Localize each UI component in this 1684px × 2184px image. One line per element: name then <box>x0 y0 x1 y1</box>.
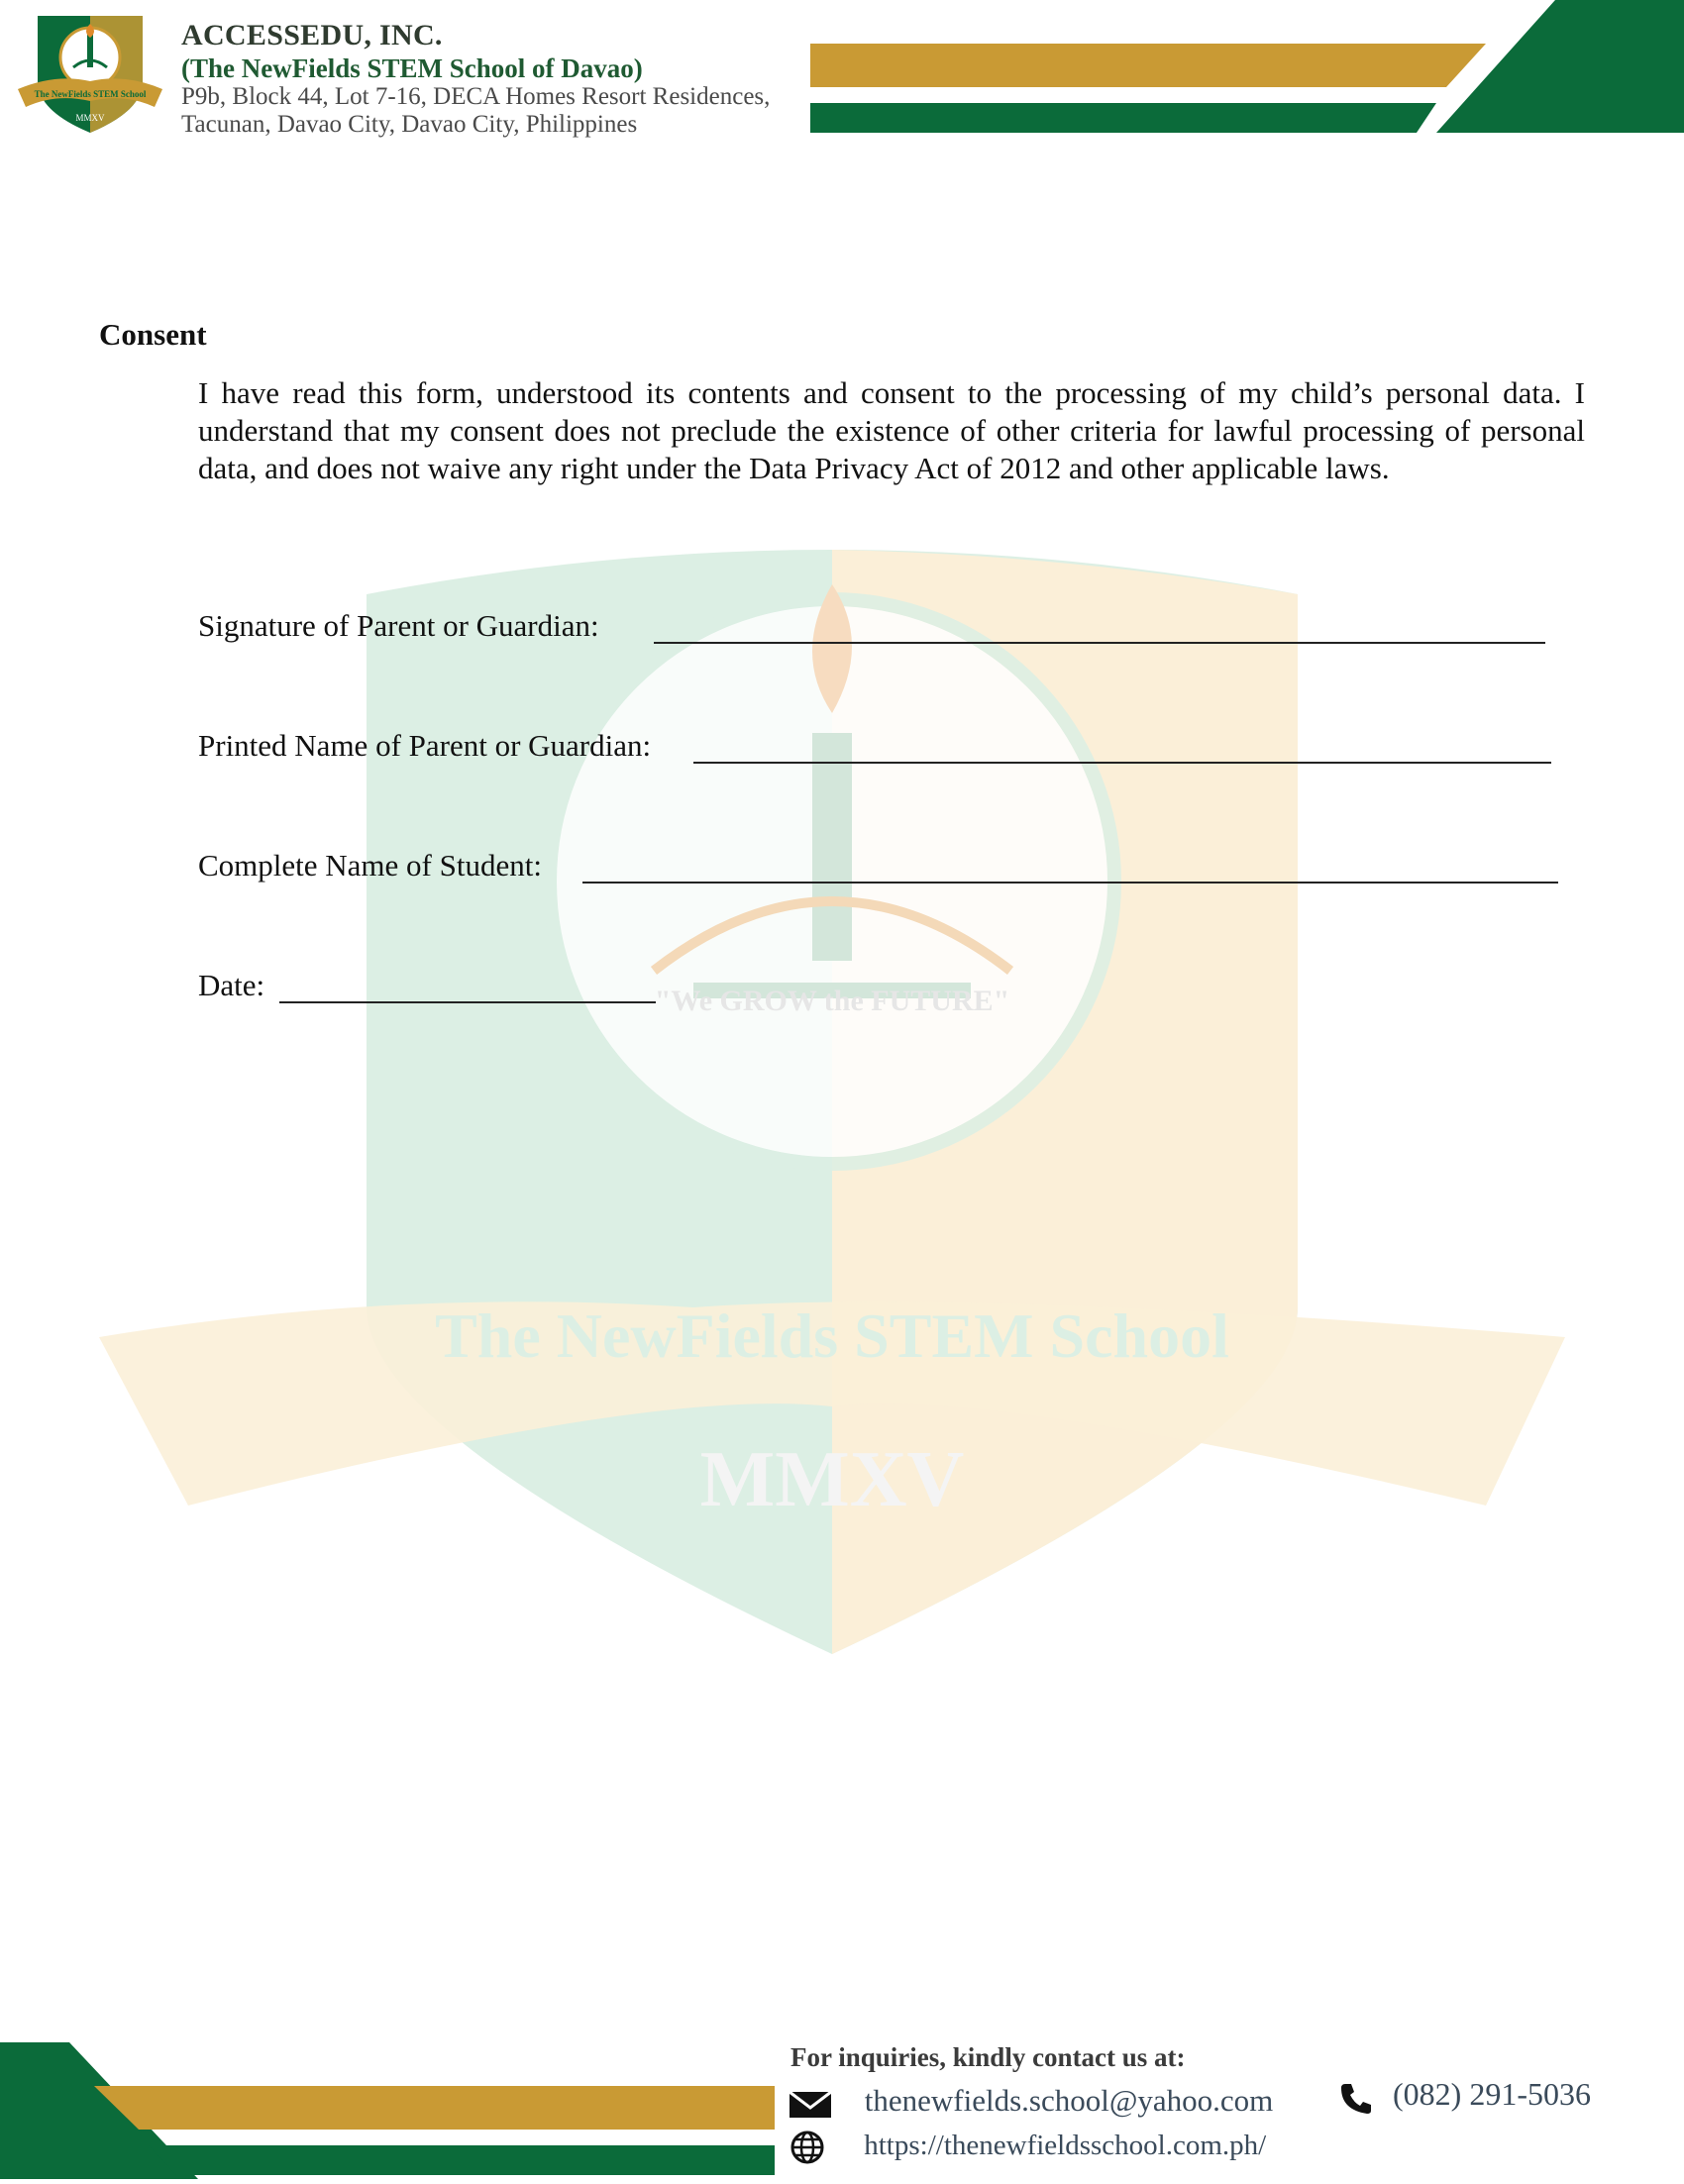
footer-heading: For inquiries, kindly contact us at: <box>790 2042 1186 2072</box>
watermark-motto: "We GROW the FUTURE" <box>654 985 1010 1017</box>
signature-label: Signature of Parent or Guardian: <box>198 608 599 643</box>
phone-icon <box>1337 2080 1373 2116</box>
footer-phone-row[interactable] <box>1337 2076 1591 2116</box>
footer-phone[interactable]: (082) 291-5036 <box>1393 2076 1591 2112</box>
consent-paragraph: I have read this form, understood its contents and consent to the processing of my child’s personal data. I understand that my consent does not preclude the existence of other criteria for lawful processing of personal data, and does not waive any right under the Data Privacy Act of 2012 and other applicable laws. <box>198 375 1585 485</box>
signature-line[interactable] <box>654 642 1545 644</box>
envelope-icon <box>788 2086 833 2122</box>
printed-name-line[interactable] <box>693 762 1551 764</box>
watermark-year: MMXV <box>699 1436 965 1523</box>
company-name: ACCESSEDU, INC. <box>181 19 443 52</box>
consent-title: Consent <box>99 317 207 352</box>
footer-email[interactable]: thenewfields.school@yahoo.com <box>864 2083 1274 2118</box>
date-line[interactable] <box>279 1001 656 1003</box>
header-decoration <box>802 0 1684 139</box>
footer-website-row[interactable] <box>788 2130 1266 2165</box>
header-text-block <box>181 18 770 139</box>
logo-year: MMXV <box>75 113 105 123</box>
address-line-2: Tacunan, Davao City, Davao City, Philippines <box>181 111 638 138</box>
school-name: (The NewFields STEM School of Davao) <box>181 53 643 83</box>
printed-name-label: Printed Name of Parent or Guardian: <box>198 728 652 763</box>
logo-ribbon-text: The NewFields STEM School <box>34 89 147 99</box>
watermark-ribbon-text: The NewFields STEM School <box>435 1300 1229 1371</box>
footer-email-row[interactable] <box>788 2083 1273 2122</box>
student-name-line[interactable] <box>582 882 1558 884</box>
watermark-crest <box>99 515 1565 1664</box>
date-label: Date: <box>198 968 265 1002</box>
globe-icon <box>788 2130 833 2165</box>
student-name-label: Complete Name of Student: <box>198 848 542 883</box>
school-logo <box>16 12 164 137</box>
footer-website[interactable]: https://thenewfieldsschool.com.ph/ <box>864 2130 1267 2161</box>
footer-decoration <box>0 2040 783 2179</box>
address-line-1: P9b, Block 44, Lot 7-16, DECA Homes Resort Residences, <box>181 83 771 110</box>
